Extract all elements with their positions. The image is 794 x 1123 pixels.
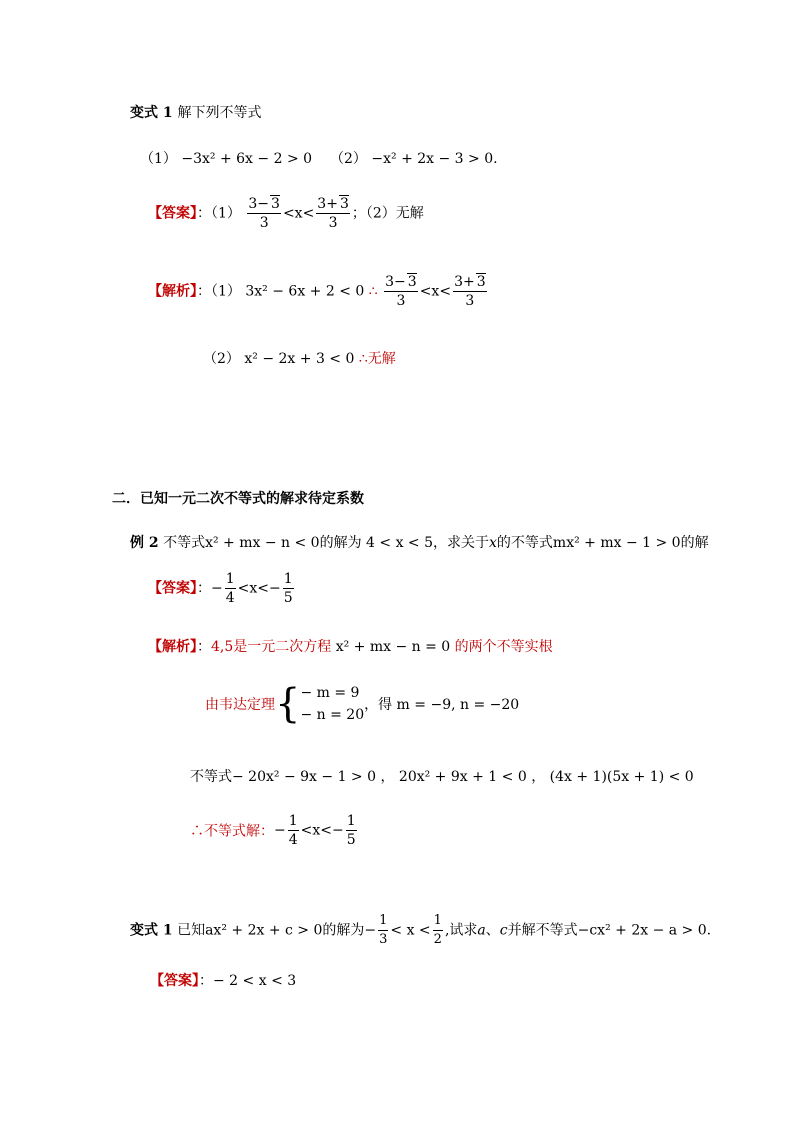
q-variable: x [489, 535, 497, 551]
q-text-5: 的解 [680, 535, 709, 551]
q-text-2: 的解为 [319, 535, 362, 551]
frac-numerator: 3+ [454, 274, 475, 290]
q-expression-1: ax² + 2x + c > 0 [205, 922, 323, 939]
example2-label: 例 2 [130, 535, 159, 551]
vieta-result: ，得 m = −9, n = −20 [364, 697, 520, 713]
answer-tag: 【答案】 [148, 580, 197, 597]
p1-expression: −3x² + 6x − 2 > 0 [181, 151, 313, 167]
q-var-a: a [477, 922, 486, 939]
frac-numerator: 1 [225, 571, 235, 587]
frac-numerator: 3+ [317, 196, 338, 212]
q-expression-2: −cx² + 2x − a > 0. [577, 922, 712, 939]
answer-tag: 【答案】 [148, 205, 197, 222]
inequality-expressions: − 20x² − 9x − 1 > 0 ， 20x² + 9x + 1 < 0 ， (4x + 1)(5x + 1) < 0 [232, 769, 694, 785]
frac-denominator: 3 [465, 293, 475, 309]
answer-fraction-2 [283, 570, 294, 607]
q-inequality: < x < [390, 922, 431, 939]
q-text-3: ，求关于 [433, 535, 490, 551]
analysis-text-1: 4,5是一元二次方程 [211, 639, 332, 655]
q-var-c: c [499, 922, 508, 939]
analysis-expression-2: x² − 2x + 3 < 0 [244, 351, 355, 367]
equation-1: − m = 9 [300, 685, 360, 701]
answer-inequality: <x<− [237, 580, 281, 597]
frac-numerator: 1 [346, 813, 356, 829]
answer-tag: 【答案】 [150, 973, 199, 989]
answer-inequality: <x< [282, 205, 315, 222]
answer-colon: ： [197, 580, 211, 597]
answer-tail: ；（2）无解 [351, 205, 424, 222]
variant1-intro: 解下列不等式 [177, 104, 262, 120]
analysis-tag: 【解析】 [148, 639, 197, 655]
q-text-1: 已知 [177, 922, 206, 939]
q-text-1: 不等式 [163, 535, 206, 551]
analysis-line2-label: （2） [203, 351, 240, 367]
frac-denominator: 5 [346, 832, 356, 848]
inequality-chain [190, 766, 694, 786]
solution-fraction-1 [288, 812, 299, 849]
q-text-4: 的不等式 [496, 535, 553, 551]
analysis-expression-1: 3x² − 6x + 2 < 0 [245, 283, 365, 300]
p1-label: （1） [140, 151, 177, 167]
frac-denominator: 3 [396, 293, 406, 309]
variant1b-answer [150, 970, 296, 990]
solution-inequality: <x<− [300, 822, 344, 839]
analysis-text-2: 的两个不等实根 [454, 639, 553, 655]
no-solution-text: ∴无解 [358, 351, 396, 367]
answer-minus: − [211, 580, 223, 597]
vieta-label: 由韦达定理 [205, 697, 275, 713]
solution-label: ∴不等式解： [190, 823, 274, 840]
frac-denominator: 3 [379, 932, 388, 947]
sqrt-term: 3 [407, 274, 417, 290]
answer-fraction-low [247, 195, 281, 232]
frac-denominator: 4 [225, 590, 235, 606]
analysis-fraction-high [453, 273, 487, 310]
answer-fraction-high [316, 195, 350, 232]
frac-denominator: 5 [283, 590, 293, 606]
solution-minus: − [274, 822, 286, 839]
variant1-analysis-line2 [203, 348, 396, 368]
frac-denominator: 4 [288, 832, 298, 848]
frac-numerator: 3− [248, 196, 270, 212]
left-brace-icon: { [275, 681, 301, 727]
solution-fraction-2 [346, 812, 357, 849]
example2-answer [148, 570, 296, 607]
equation-2: − n = 20 [300, 707, 365, 723]
variant1-answer [148, 195, 424, 232]
answer-colon: ：（1） [197, 205, 241, 222]
q-fraction-2 [433, 912, 443, 949]
sqrt-term: 3 [339, 196, 349, 212]
inequality-label: 不等式 [190, 769, 232, 785]
q-text-3: ,试求 [444, 922, 478, 939]
frac-numerator: 1 [288, 813, 298, 829]
variant1b-question [130, 912, 711, 949]
variant1-problem-2 [330, 148, 498, 168]
equation-system [300, 682, 364, 726]
answer-colon: ： [199, 973, 213, 989]
example2-question [130, 532, 709, 552]
q-fraction-1 [378, 912, 388, 949]
q-expression-3: mx² + mx − 1 > 0 [552, 535, 681, 551]
example2-solution [190, 812, 359, 849]
frac-denominator: 3 [259, 215, 269, 231]
example2-analysis [148, 636, 553, 656]
q-separator: 、 [485, 922, 500, 939]
frac-denominator: 3 [328, 215, 338, 231]
variant1-problem-1 [140, 148, 312, 168]
variant1b-label: 变式 1 [130, 922, 173, 939]
variant1-title [130, 102, 262, 122]
q-minus: − [364, 922, 377, 939]
analysis-tag: 【解析】 [148, 283, 197, 300]
p2-expression: −x² + 2x − 3 > 0. [371, 151, 498, 167]
frac-numerator: 1 [283, 571, 293, 587]
sqrt-term: 3 [476, 274, 486, 290]
p2-label: （2） [330, 151, 367, 167]
therefore-symbol: ∴ [368, 283, 378, 300]
q-expression-1: x² + mx − n < 0 [205, 535, 320, 551]
q-text-2: 的解为 [322, 922, 365, 939]
answer-expression: − 2 < x < 3 [213, 973, 297, 989]
analysis-fraction-low [384, 273, 418, 310]
answer-fraction-1 [225, 570, 236, 607]
analysis-equation: x² + mx − n = 0 [335, 639, 451, 655]
analysis-inequality: <x< [419, 283, 452, 300]
vieta-system [205, 682, 519, 726]
section-2-heading: 二．已知一元二次不等式的解求待定系数 [112, 491, 364, 507]
sqrt-term: 3 [271, 196, 280, 212]
frac-numerator: 1 [378, 912, 388, 931]
frac-denominator: 2 [433, 932, 442, 947]
frac-numerator: 1 [433, 912, 443, 931]
variant1-label: 变式 1 [130, 105, 173, 121]
analysis-colon: ： [197, 639, 211, 655]
q-text-4: 并解不等式 [507, 922, 578, 939]
frac-numerator: 3− [385, 274, 406, 290]
analysis-colon: ：（1） [197, 283, 241, 300]
q-expression-2: 4 < x < 5 [366, 535, 434, 551]
variant1-analysis [148, 273, 489, 310]
